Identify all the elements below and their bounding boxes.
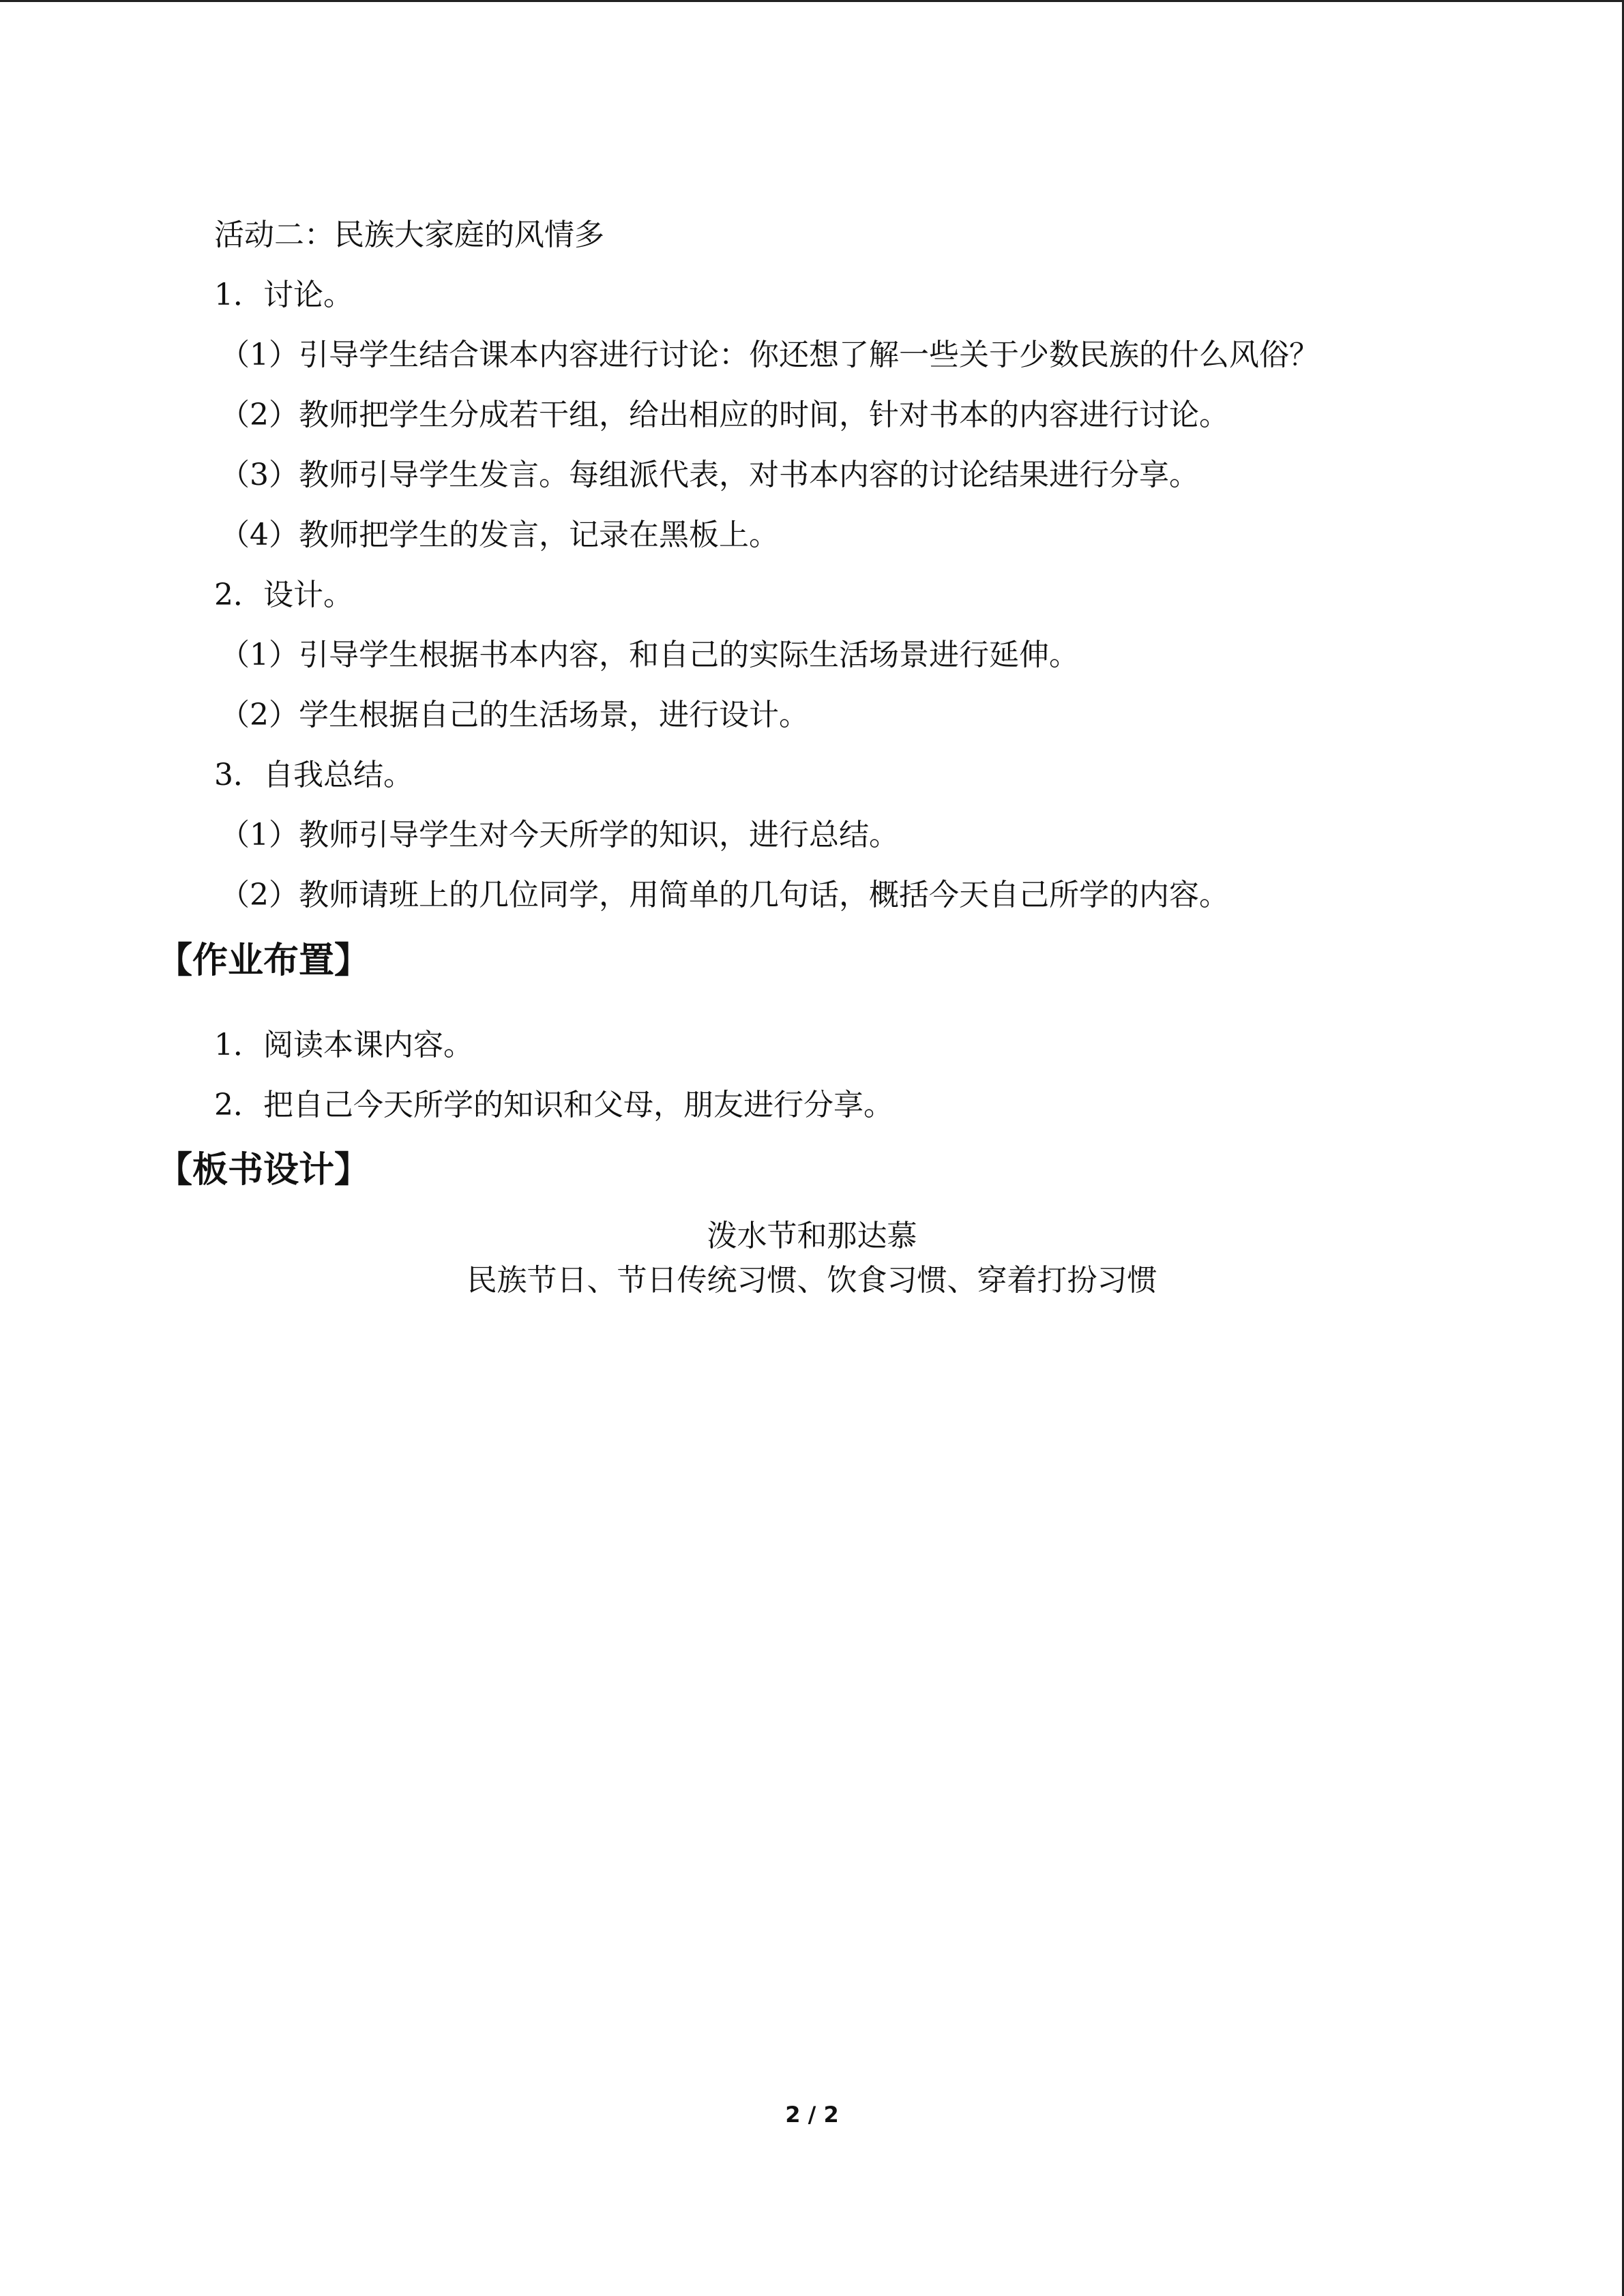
- step3-title: 3．自我总结。: [214, 758, 413, 792]
- activity2-title: 活动二：民族大家庭的风情多: [214, 218, 604, 252]
- homework-heading: 【作业布置】: [157, 940, 370, 981]
- step3-item-2: （2）教师请班上的几位同学，用简单的几句话，概括今天自己所学的内容。: [220, 878, 1229, 912]
- board-line-2: 民族节日、节日传统习惯、饮食习惯、穿着打扮习惯: [467, 1263, 1157, 1298]
- step1-item-1: （1）引导学生结合课本内容进行讨论：你还想了解一些关于少数民族的什么风俗？: [220, 338, 1319, 372]
- step2-item-1: （1）引导学生根据书本内容，和自己的实际生活场景进行延伸。: [220, 638, 1079, 672]
- board-heading: 【板书设计】: [157, 1150, 370, 1191]
- board-line-1: 泼水节和那达慕: [707, 1219, 917, 1253]
- page-number: 2 / 2: [785, 2102, 839, 2128]
- step1-item-2: （2）教师把学生分成若干组，给出相应的时间，针对书本的内容进行讨论。: [220, 398, 1229, 432]
- step1-item-4: （4）教师把学生的发言，记录在黑板上。: [220, 518, 779, 552]
- step2-item-2: （2）学生根据自己的生活场景，进行设计。: [220, 698, 809, 732]
- step1-title: 1．讨论。: [214, 278, 353, 312]
- step1-item-3: （3）教师引导学生发言。每组派代表，对书本内容的讨论结果进行分享。: [220, 458, 1199, 492]
- homework-item-1: 1．阅读本课内容。: [214, 1028, 473, 1062]
- homework-item-2: 2．把自己今天所学的知识和父母，朋友进行分享。: [214, 1088, 894, 1122]
- step2-title: 2．设计。: [214, 578, 353, 612]
- step3-item-1: （1）教师引导学生对今天所学的知识，进行总结。: [220, 818, 899, 852]
